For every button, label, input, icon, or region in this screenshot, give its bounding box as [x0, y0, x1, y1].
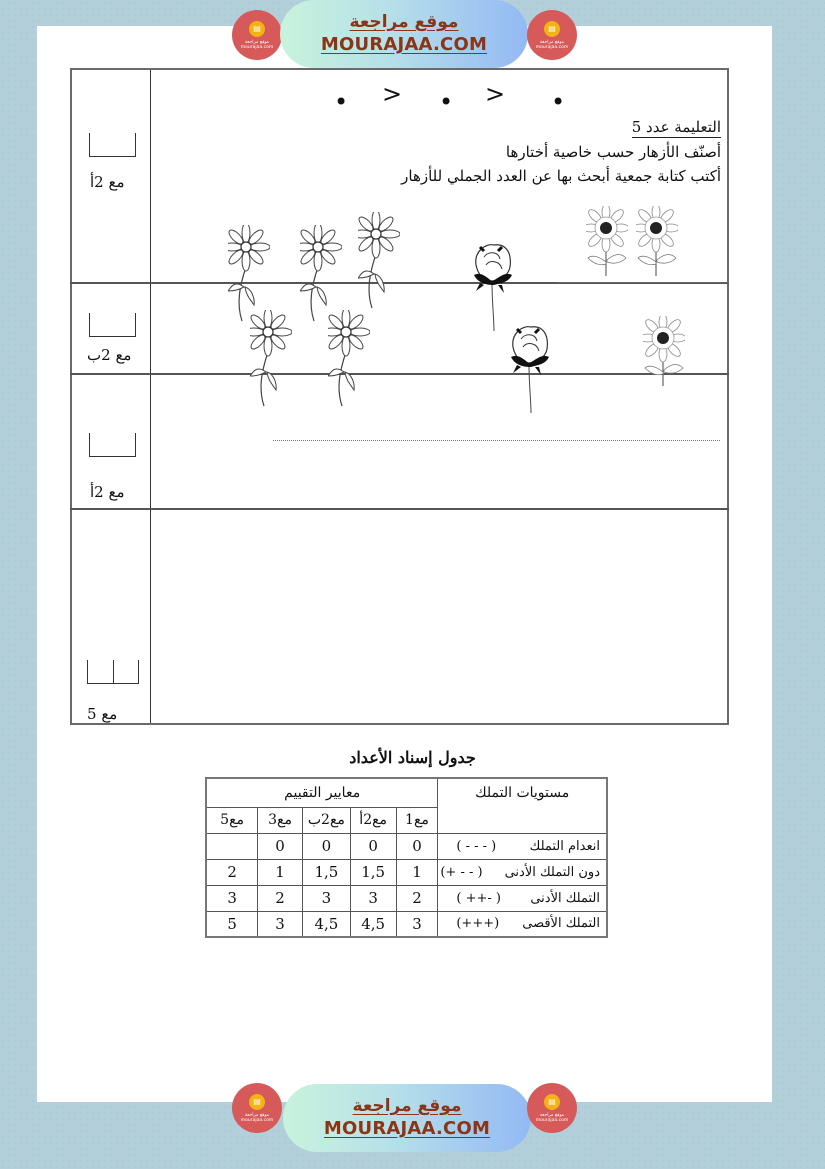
dot: •: [334, 88, 349, 116]
logo-caption-en: mourajaa.com: [240, 1117, 274, 1123]
table-row: [206, 911, 607, 937]
row-divider: [557, 282, 729, 283]
score-cell: 0: [302, 833, 350, 859]
score-cell: 0: [258, 833, 303, 859]
sunflower: [636, 206, 678, 278]
criterion-label: مع 5: [87, 705, 118, 723]
site-name-latin: MOURAJAA.COM: [320, 34, 488, 55]
criterion-column: مع2أ: [350, 807, 396, 833]
logo-caption: موقع مراجعة: [539, 1112, 565, 1118]
dot: •: [551, 88, 566, 116]
score-cell: 5: [206, 911, 258, 937]
sunflower: [586, 206, 628, 278]
score-cell: 0: [350, 833, 396, 859]
instruction-line-1: أصنّف الأزهار حسب خاصية أختارها: [505, 143, 721, 161]
instruction-title: التعليمة عدد 5: [631, 118, 721, 136]
grading-table: [205, 777, 608, 938]
logo-caption: موقع مراجعة: [244, 39, 270, 45]
daisy-flower: [250, 310, 292, 410]
site-name-arabic: موقع مراجعة: [352, 1096, 462, 1116]
score-box[interactable]: [89, 313, 136, 337]
level-cell: التملك الأدنى ( ++- ): [438, 885, 607, 911]
level-cell: التملك الأقصى (+++): [438, 911, 607, 937]
score-cell: 1: [258, 859, 303, 885]
row-divider: [70, 373, 729, 375]
score-cell: 2: [258, 885, 303, 911]
score-cell: 3: [258, 911, 303, 937]
score-cell: 0: [396, 833, 438, 859]
site-logo-left-bottom[interactable]: [232, 1083, 282, 1133]
score-box[interactable]: [87, 660, 139, 684]
exercise-frame: [70, 68, 729, 725]
logo-caption-en: mourajaa.com: [535, 44, 569, 50]
site-name-arabic: موقع مراجعة: [349, 12, 459, 32]
score-cell: 3: [350, 885, 396, 911]
book-icon: ▤: [249, 21, 265, 37]
logo-caption: موقع مراجعة: [244, 1112, 270, 1118]
book-icon: ▤: [249, 1094, 265, 1110]
criterion-label: مع 2أ: [90, 173, 125, 191]
answer-line[interactable]: [273, 440, 720, 441]
score-cell: 3: [206, 885, 258, 911]
dot: •: [439, 88, 454, 116]
greater-than-sign: >: [485, 80, 506, 108]
daisy-flower: [358, 212, 400, 312]
grading-table-title: جدول إسناد الأعداد: [349, 748, 476, 767]
site-logo-left[interactable]: [232, 10, 282, 60]
criterion-label: مع 2أ: [90, 483, 125, 501]
criterion-label: مع 2ب: [87, 346, 132, 364]
score-cell: 1: [396, 859, 438, 885]
site-logo-right-bottom[interactable]: [527, 1083, 577, 1133]
score-cell: 3: [396, 911, 438, 937]
score-cell: 2: [206, 859, 258, 885]
table-row: [206, 859, 607, 885]
rose-flower: [472, 243, 516, 333]
criterion-column: مع3: [258, 807, 303, 833]
score-cell: 2: [396, 885, 438, 911]
score-cell: 1,5: [302, 859, 350, 885]
site-logo-right[interactable]: [527, 10, 577, 60]
criterion-column: مع2ب: [302, 807, 350, 833]
logo-caption-en: mourajaa.com: [240, 44, 274, 50]
logo-caption-en: mourajaa.com: [535, 1117, 569, 1123]
logo-caption: موقع مراجعة: [539, 39, 565, 45]
criterion-column: مع5: [206, 807, 258, 833]
book-icon: ▤: [544, 1094, 560, 1110]
rose-flower: [509, 325, 553, 415]
level-cell: دون التملك الأدنى (+ - - ): [438, 859, 607, 885]
score-cell: 1,5: [350, 859, 396, 885]
row-divider: [70, 508, 729, 510]
sunflower: [643, 316, 685, 398]
score-cell: 4,5: [302, 911, 350, 937]
table-row: [206, 885, 607, 911]
score-cell: 3: [302, 885, 350, 911]
header-criteria: معايير التقييم: [206, 778, 438, 807]
level-cell: انعدام التملك ( - - - ): [438, 833, 607, 859]
instruction-line-2: أكتب كتابة جمعية أبحث بها عن العدد الجملي للأزهار: [401, 167, 721, 185]
score-cell: 4,5: [350, 911, 396, 937]
site-banner-bottom[interactable]: [283, 1084, 531, 1152]
greater-than-sign: >: [382, 80, 403, 108]
criterion-column: مع1: [396, 807, 438, 833]
score-box[interactable]: [89, 433, 136, 457]
daisy-flower: [328, 310, 370, 410]
header-mastery-levels: مستويات التملك: [438, 778, 607, 833]
table-row: [206, 833, 607, 859]
score-cell: [206, 833, 258, 859]
score-box[interactable]: [89, 133, 136, 157]
column-divider: [150, 70, 151, 723]
site-banner-top[interactable]: [280, 0, 528, 68]
book-icon: ▤: [544, 21, 560, 37]
site-name-latin: MOURAJAA.COM: [323, 1118, 491, 1139]
